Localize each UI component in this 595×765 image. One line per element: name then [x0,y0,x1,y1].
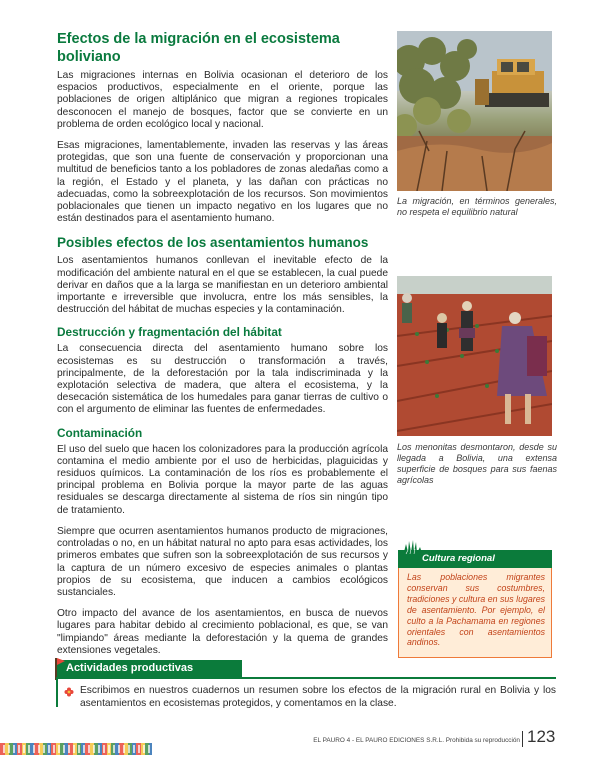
actividades-header [56,660,242,677]
section-heading-asentamientos: Posibles efectos de los asentamientos humanos [57,235,369,251]
photo-caption-2: Los menonitas desmontaron, desde su llegada a Bolivia, una extensa superficie de bosques para sus faenas agrícolas [397,442,557,485]
actividades-title: Actividades productivas [66,662,194,674]
photo-caption-1: La migración, en términos generales, no respeta el equilibrio natural [397,196,557,217]
cultura-regional-box [398,550,552,658]
field-workers-photo-illustration [397,276,552,436]
cultura-regional-content [398,568,552,658]
actividades-divider [56,677,556,679]
deforestation-photo [397,31,552,191]
deforestation-photo-illustration [397,31,552,191]
actividades-side-rule [56,677,58,707]
hand-icon [400,538,424,568]
cultura-regional-title: Cultura regional [422,553,495,564]
actividades-text: Escribimos en nuestros cuadernos un resumen sobre los efectos de la migración rural en Bolivia y los asentamientos en ecosistemas protegidos, y comentamos en la clase. [80,685,556,709]
subsection-heading-contaminacion: Contaminación [57,425,143,440]
page-title: Efectos de la migración en el ecosistema boliviano [57,31,340,65]
footer-credit: EL PAURO 4 - EL PAURO EDICIONES S.R.L. Prohibida su reproducción [313,737,520,744]
main-column [57,30,388,666]
field-workers-photo [397,276,552,436]
page-number: 123 [527,727,556,746]
paragraph-5: El uso del suelo que hacen los colonizadores para la producción agrícola contamina el medio ambiente por el uso de herbicidas, plaguicidas y residuos químicos. La contaminación de los ríos es probablemente el principal problema en Bolivia porque la mayor parte de las aguas residuales se descarga directamente al sistema de ríos sin ningún tipo de tratamiento. [57,443,388,516]
subsection-heading-habitat: Destrucción y fragmentación del hábitat [57,325,282,340]
paragraph-6: Siempre que ocurren asentamientos humanos producto de migraciones, controladas o no, en un hábitat natural no apto para esas actividades, los primeros embates que sufren son la sobreexplotación de sus recursos y la captura de un número excesivo de especies animales o plantas propios de su ecosistema, que inducen a cambios ecológicos sustanciales. [57,525,388,598]
paragraph-4: La consecuencia directa del asentamiento humano sobre los ecosistemas es su destrucción o transformación a través, principalmente, de la deforestación por la tala indiscriminada y la explotación selectiva de madera, que altera el ecosistema, y la desecación sistemática de los humedales para ganar tierras de cultivo o con el argumento de eliminar las fuentes de enfermedades. [57,343,388,416]
footer-separator [522,731,523,747]
paragraph-3: Los asentamientos humanos conllevan el inevitable efecto de la modificación del ambiente natural en el que se establecen, la cual puede derivar en daños que a la larga se manifiestan en un deterioro ambiental importante e irreversible que involucra, entre los más sensibles, la destrucción del hábitat de muchas especies y la contaminación. [57,255,388,316]
cultura-regional-text: Las poblaciones migrantes conservan sus costumbres, tradiciones y cultura en sus lugares de asentamiento. Por ejemplo, el culto a la Pachamama en regiones orientales con asentamientos andinos. [407,572,545,648]
paragraph-1: Las migraciones internas en Bolivia ocasionan el deterioro de los espacios productivos, especialmente en el oriente, porque las poblaciones de origen altiplánico que migran a regiones tropicales desconocen el manejo de bosques, factor que se convierte en un problema de orden ecológico local y nacional. [57,70,388,130]
paragraph-2: Esas migraciones, lamentablemente, invaden las reservas y las áreas protegidas, que son una fuente de conservación y proporcionan una multitud de beneficios tanto a los pobladores de zonas aledañas como a la región, el Estado y el planeta, y las dañan con prácticas no adecuadas, como la sobreexplotación de los recursos. Son movimientos poblacionales que tienen un impacto negativo en los lugares que no están destinados para el asentamiento humano. [57,140,388,225]
flower-bullet-icon [64,687,74,697]
decorative-pattern-overlay [0,745,152,753]
paragraph-7: Otro impacto del avance de los asentamientos, en busca de nuevos lugares para habitar debido al crecimiento poblacional, es que, se van "limpiando" áreas mediante la deforestación y la quema de grandes extensiones vegetales. [57,608,388,656]
